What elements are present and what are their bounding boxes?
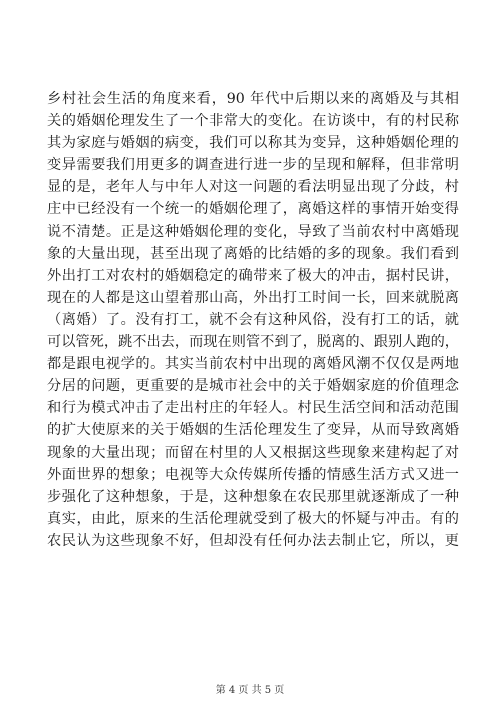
text-line: 现象的大量出现；而留在村里的人又根据这些现象来建构起了对 bbox=[47, 444, 459, 461]
text-line: （离婚）了。没有打工，就不会有这种风俗，没有打工的话，就 bbox=[47, 311, 459, 328]
text-line: 和行为模式冲击了走出村庄的年轻人。村民生活空间和活动范围 bbox=[47, 400, 459, 417]
text-line: 农民认为这些现象不好，但却没有任何办法去制止它，所以，更 bbox=[47, 532, 459, 549]
text-line: 可以管死，跳不出去，而现在则管不到了，脱离的、跟别人跑的， bbox=[47, 334, 459, 351]
text-line: 变异需要我们用更多的调查进行进一步的呈现和解释，但非常明 bbox=[47, 157, 459, 174]
text-line: 乡村社会生活的角度来看，90 年代中后期以来的离婚及与其相 bbox=[47, 91, 459, 107]
text-line: 其为家庭与婚姻的病变，我们可以称其为变异，这种婚姻伦理的 bbox=[47, 135, 459, 152]
body-paragraph bbox=[47, 88, 459, 552]
text-line: 庄中已经没有一个统一的婚姻伦理了，离婚这样的事情开始变得 bbox=[47, 201, 459, 218]
page-footer bbox=[0, 681, 500, 696]
text-line: 外出打工对农村的婚姻稳定的确带来了极大的冲击，据村民讲， bbox=[47, 267, 459, 284]
text-line: 象的大量出现，甚至出现了离婚的比结婚的多的现象。我们看到 bbox=[47, 245, 459, 262]
text-line: 显的是，老年人与中年人对这一问题的看法明显出现了分歧，村 bbox=[47, 179, 459, 196]
text-line: 现在的人都是这山望着那山高，外出打工时间一长，回来就脱离 bbox=[47, 289, 459, 306]
page-number: 第 4 页 共 5 页 bbox=[215, 685, 285, 696]
text-line: 说不清楚。正是这种婚姻伦理的变化，导致了当前农村中离婚现 bbox=[47, 223, 459, 240]
text-line: 都是跟电视学的。其实当前农村中出现的离婚风潮不仅仅是两地 bbox=[47, 356, 459, 373]
text-line: 真实，由此，原来的生活伦理就受到了极大的怀疑与冲击。有的 bbox=[47, 510, 459, 527]
text-line: 关的婚姻伦理发生了一个非常大的变化。在访谈中，有的村民称 bbox=[47, 113, 459, 130]
text-line: 的扩大使原来的关于婚姻的生活伦理发生了变异，从而导致离婚 bbox=[47, 422, 459, 439]
text-line: 步强化了这种想象，于是，这种想象在农民那里就逐渐成了一种 bbox=[47, 488, 459, 505]
text-line: 分居的问题，更重要的是城市社会中的关于婚姻家庭的价值理念 bbox=[47, 378, 459, 395]
text-line: 外面世界的想象；电视等大众传媒所传播的情感生活方式又进一 bbox=[47, 466, 459, 483]
